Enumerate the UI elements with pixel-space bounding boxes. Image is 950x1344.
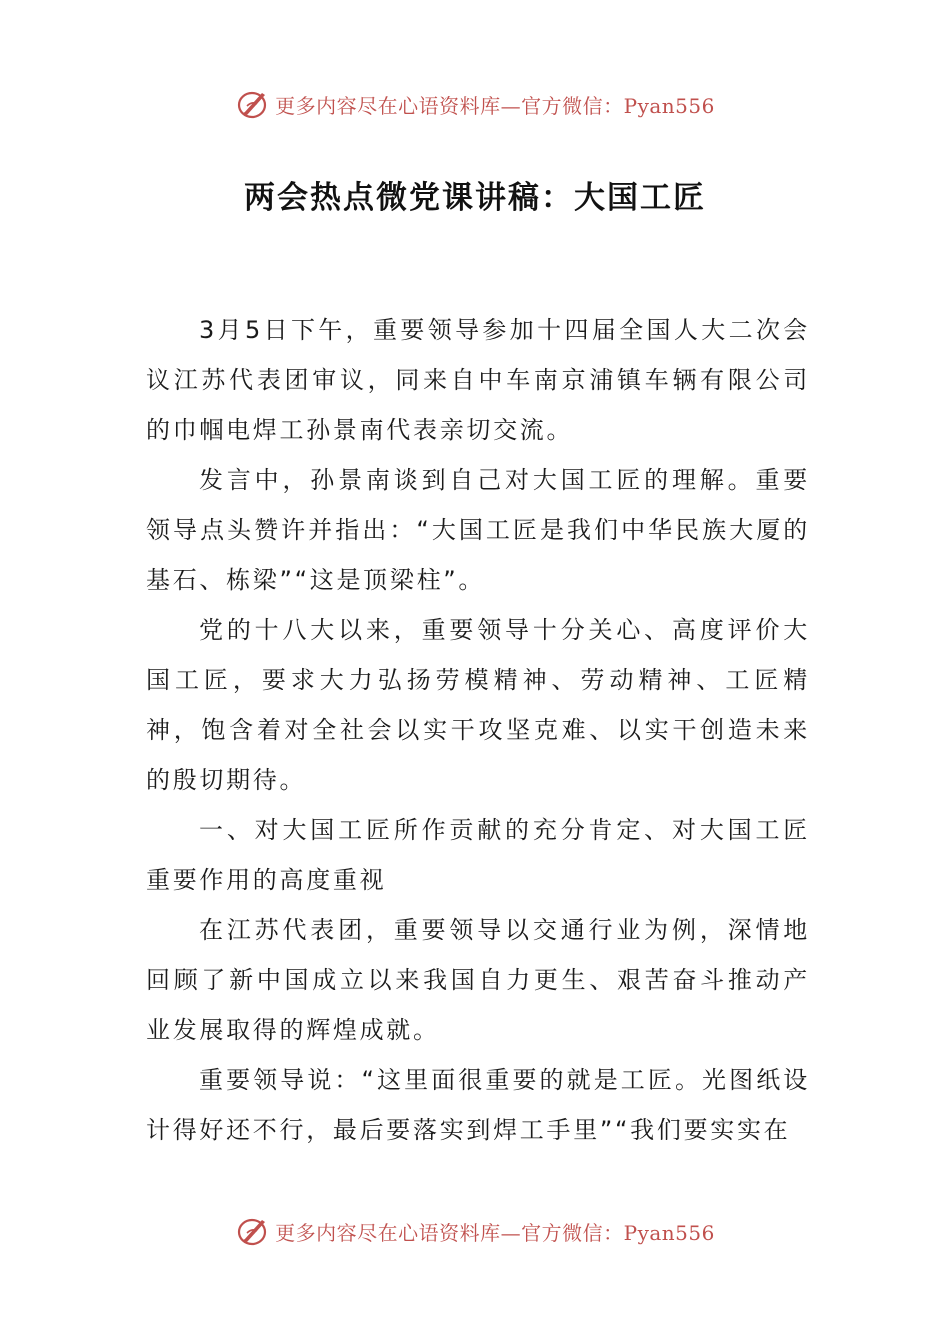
footer-watermark-banner (0, 1211, 950, 1251)
paragraph: 发言中，孙景南谈到自己对大国工匠的理解。重要领导点头赞许并指出：“大国工匠是我们中华民族大厦的基石、栋梁”“这是顶梁柱”。 (146, 466, 810, 594)
section-heading: 一、对大国工匠所作贡献的充分肯定、对大国工匠重要作用的高度重视 (146, 816, 810, 894)
quill-pen-logo-icon (235, 86, 271, 122)
paragraph: 重要领导说：“这里面很重要的就是工匠。光图纸设计得好还不行，最后要落实到焊工手里”“我们要实实在 (146, 1066, 810, 1144)
paragraph: 3月5日下午，重要领导参加十四届全国人大二次会议江苏代表团审议，同来自中车南京浦镇车辆有限公司的巾帼电焊工孙景南代表亲切交流。 (146, 316, 810, 444)
paragraph: 在江苏代表团，重要领导以交通行业为例，深情地回顾了新中国成立以来我国自力更生、艰苦奋斗推动产业发展取得的辉煌成就。 (146, 916, 810, 1044)
document-title: 两会热点微党课讲稿：大国工匠 (244, 180, 706, 216)
watermark-text: 更多内容尽在心语资料库—官方微信：Pyan556 (275, 93, 715, 118)
watermark-text: 更多内容尽在心语资料库—官方微信：Pyan556 (275, 1220, 715, 1245)
quill-pen-logo-icon (235, 1213, 271, 1249)
header-watermark-banner (0, 84, 950, 124)
document-body (146, 305, 810, 1155)
paragraph: 党的十八大以来，重要领导十分关心、高度评价大国工匠，要求大力弘扬劳模精神、劳动精神、工匠精神，饱含着对全社会以实干攻坚克难、以实干创造未来的殷切期待。 (146, 616, 810, 794)
